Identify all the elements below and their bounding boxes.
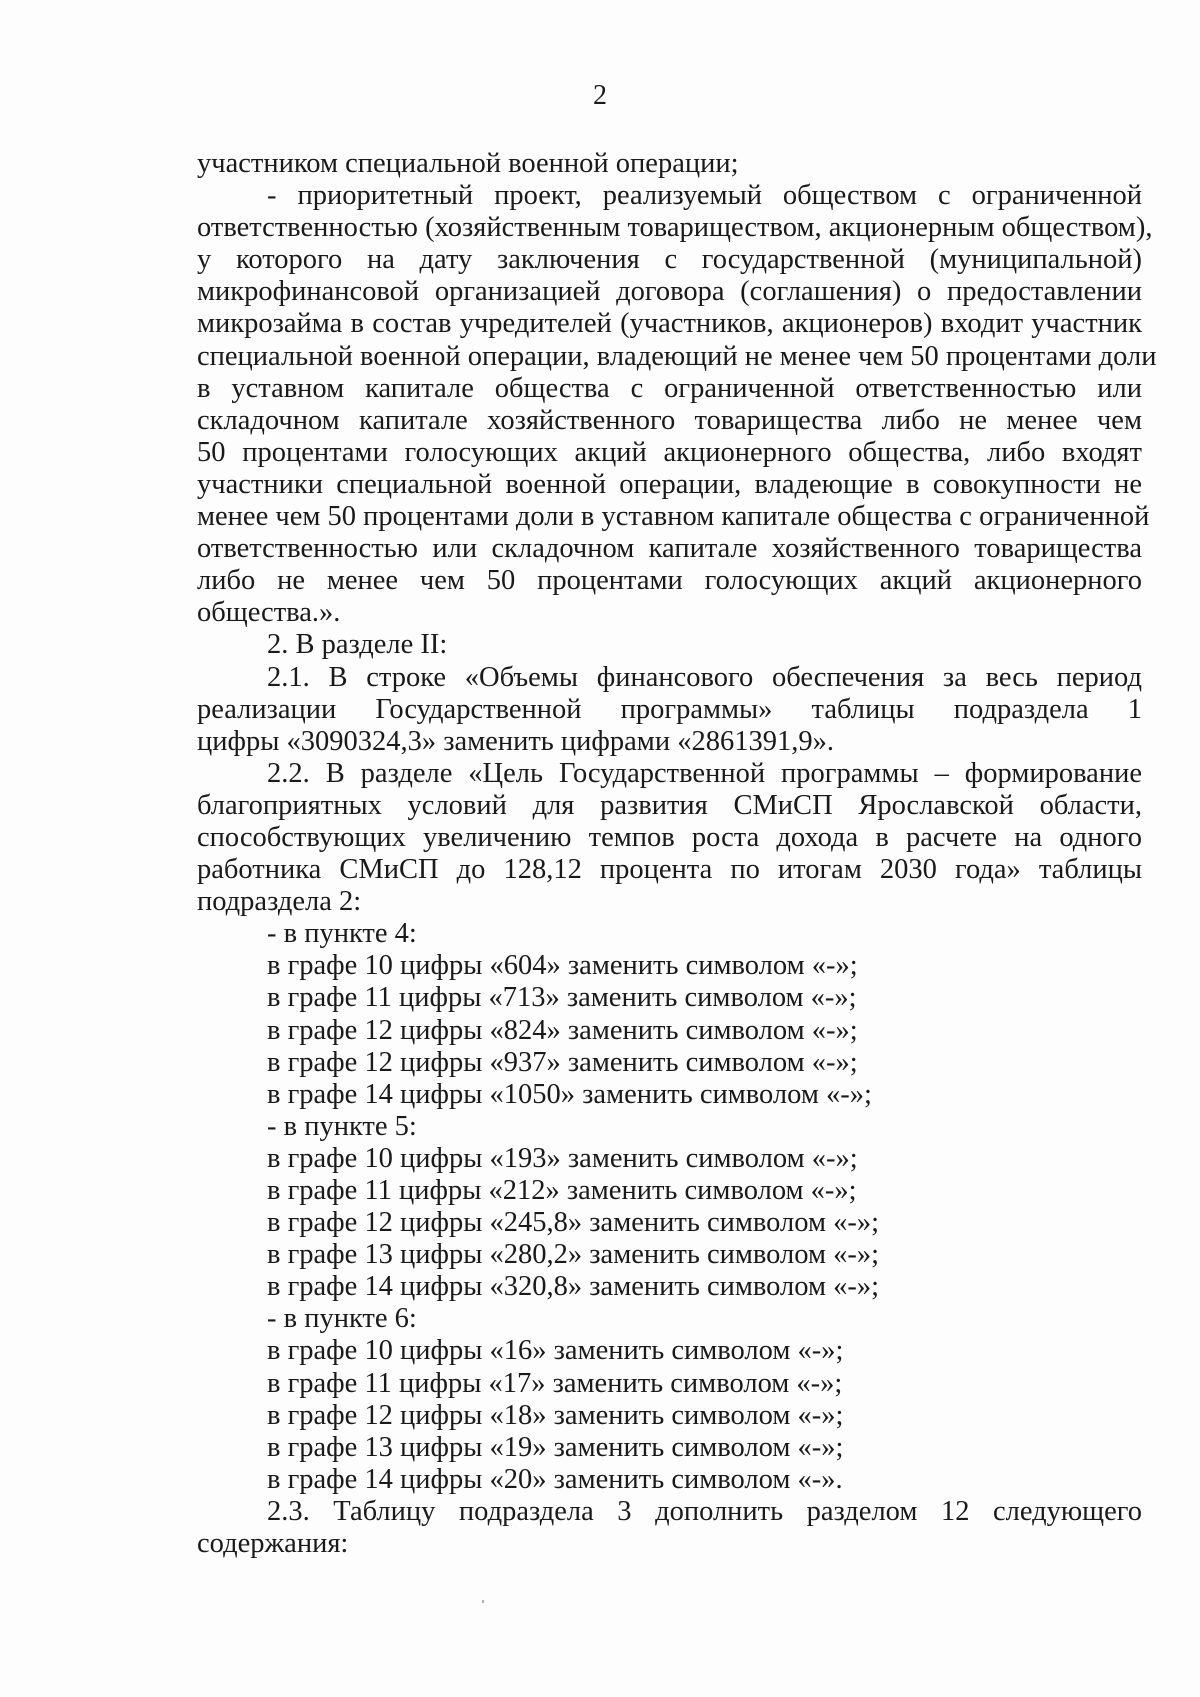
text-line: в графе 12 цифры «18» заменить символом «-»; bbox=[267, 1399, 844, 1431]
text-line: работника СМиСП до 128,12 процента по итогам 2030 года» таблицы bbox=[197, 854, 1142, 886]
text-line: ответственностью или складочном капитале хозяйственного товарищества bbox=[197, 533, 1142, 565]
text-line: 2.3. Таблицу подраздела 3 дополнить разделом 12 следующего bbox=[267, 1495, 1142, 1527]
text-line: участники специальной военной операции, владеющие в совокупности не bbox=[197, 468, 1142, 500]
text-line: в графе 12 цифры «937» заменить символом «-»; bbox=[267, 1046, 858, 1078]
text-line: - в пункте 6: bbox=[267, 1303, 417, 1335]
text-line: ответственностью (хозяйственным товариществом, акционерным обществом), bbox=[197, 212, 1153, 244]
text-line: в графе 10 цифры «193» заменить символом «-»; bbox=[267, 1142, 858, 1174]
document-body bbox=[197, 148, 1157, 1560]
text-line: в графе 12 цифры «824» заменить символом «-»; bbox=[267, 1014, 858, 1046]
text-line: 50 процентами голосующих акций акционерного общества, либо входят bbox=[197, 436, 1142, 468]
text-line: реализации Государственной программы» таблицы подраздела 1 bbox=[197, 693, 1142, 725]
scan-speck bbox=[482, 1600, 484, 1603]
text-line: в графе 11 цифры «17» заменить символом «-»; bbox=[267, 1367, 843, 1399]
text-line: в графе 12 цифры «245,8» заменить символом «-»; bbox=[267, 1207, 880, 1239]
text-line: 2.2. В разделе «Цель Государственной программы – формирование bbox=[267, 757, 1142, 789]
text-line: в графе 10 цифры «604» заменить символом «-»; bbox=[267, 950, 858, 982]
text-line: 2.1. В строке «Объемы финансового обеспечения за весь период bbox=[267, 661, 1142, 693]
text-line: - приоритетный проект, реализуемый обществом с ограниченной bbox=[267, 180, 1142, 212]
text-line: микрофинансовой организацией договора (соглашения) о предоставлении bbox=[197, 276, 1142, 308]
text-line: общества.». bbox=[197, 597, 341, 629]
text-line: в графе 14 цифры «1050» заменить символом «-»; bbox=[267, 1078, 872, 1110]
page-number: 2 bbox=[593, 80, 607, 111]
text-line: - в пункте 4: bbox=[267, 918, 417, 950]
text-line: способствующих увеличению темпов роста дохода в расчете на одного bbox=[197, 821, 1142, 853]
text-line: в графе 11 цифры «212» заменить символом «-»; bbox=[267, 1175, 857, 1206]
text-line: - в пункте 5: bbox=[267, 1110, 417, 1142]
text-line: у которого на дату заключения с государственной (муниципальной) bbox=[197, 244, 1142, 276]
text-line: в уставном капитале общества с ограниченной ответственностью или bbox=[197, 372, 1142, 404]
text-line: 2. В разделе II: bbox=[267, 629, 448, 661]
text-line: либо не менее чем 50 процентами голосующих акций акционерного bbox=[197, 565, 1142, 597]
text-line: благоприятных условий для развития СМиСП Ярославской области, bbox=[197, 789, 1142, 821]
text-line: в графе 13 цифры «19» заменить символом «-»; bbox=[267, 1431, 844, 1463]
text-line: участником специальной военной операции; bbox=[197, 148, 739, 179]
text-line: менее чем 50 процентами доли в уставном капитале общества с ограниченной bbox=[197, 501, 1150, 533]
text-line: специальной военной операции, владеющий не менее чем 50 процентами доли bbox=[197, 340, 1157, 372]
text-line: в графе 14 цифры «20» заменить символом «-». bbox=[267, 1463, 843, 1495]
text-line: в графе 11 цифры «713» заменить символом «-»; bbox=[267, 982, 857, 1014]
text-line: складочном капитале хозяйственного товарищества либо не менее чем bbox=[197, 404, 1142, 436]
text-line: в графе 13 цифры «280,2» заменить символом «-»; bbox=[267, 1239, 880, 1271]
text-line: в графе 14 цифры «320,8» заменить символом «-»; bbox=[267, 1271, 880, 1303]
text-line: микрозайма в состав учредителей (участников, акционеров) входит участник bbox=[197, 308, 1142, 340]
text-line: цифры «3090324,3» заменить цифрами «2861391,9». bbox=[197, 725, 834, 757]
text-line: содержания: bbox=[197, 1528, 349, 1560]
text-line: подраздела 2: bbox=[197, 886, 362, 918]
text-line: в графе 10 цифры «16» заменить символом «-»; bbox=[267, 1335, 844, 1367]
